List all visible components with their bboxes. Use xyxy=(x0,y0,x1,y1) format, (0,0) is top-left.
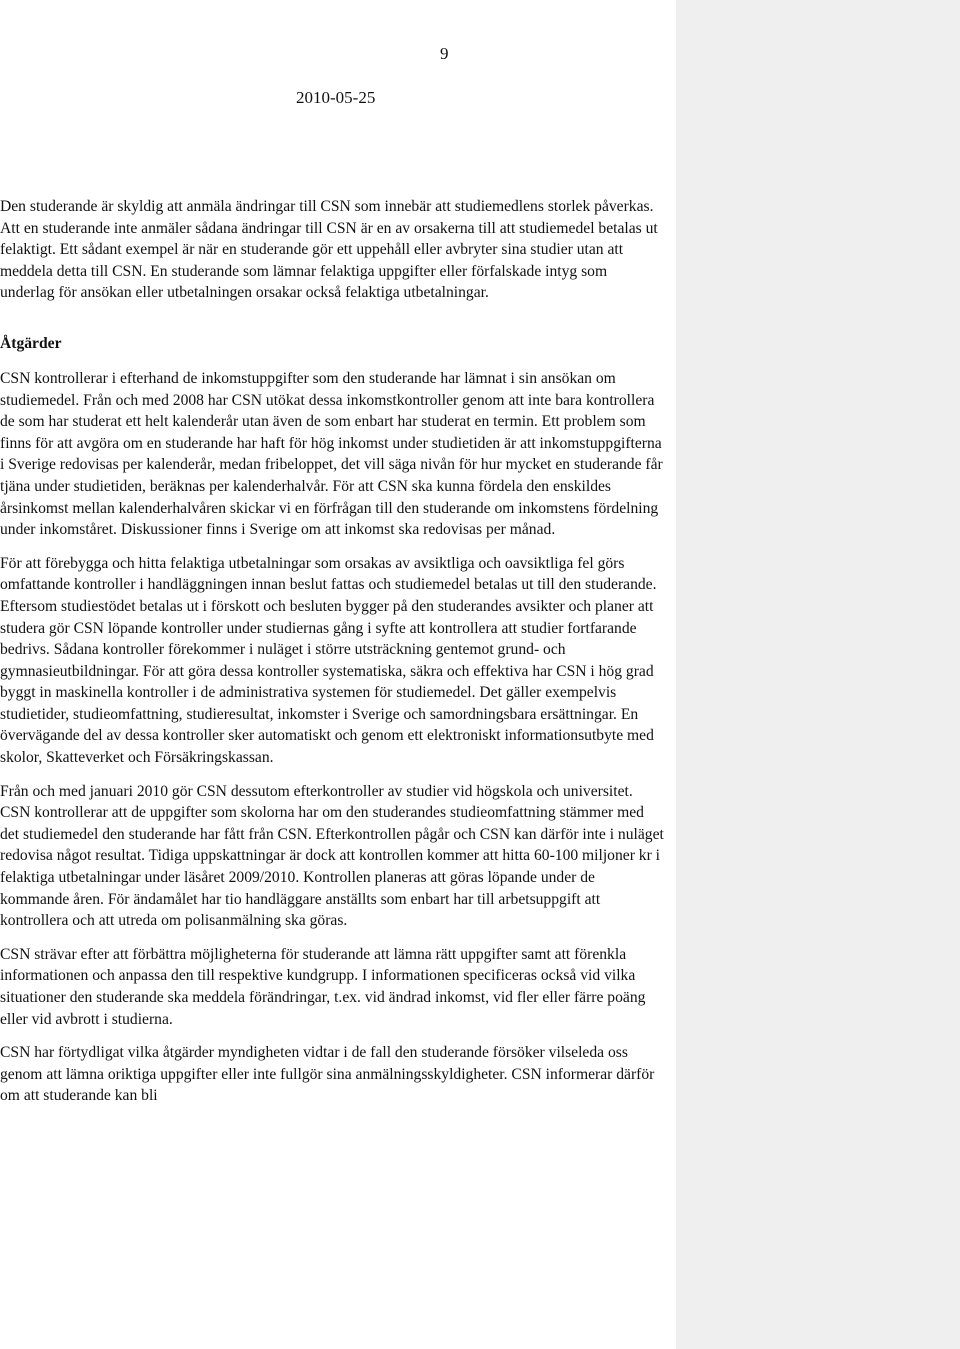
paragraph: CSN kontrollerar i efterhand de inkomstuppgifter som den studerande har lämnat i sin ansökan om studiemedel. Från och med 2008 har CSN utökat dessa inkomstkontroller genom att inte bara kontrollera de som har studerat ett helt kalenderår utan även de som enbart har studerat en termin. Ett problem som finns för att avgöra om en studerande har haft för hög inkomst under studietiden är att inkomstuppgifterna i Sverige redovisas per kalenderår, medan fribeloppet, det vill säga nivån för hur mycket en studerande får tjäna under studietiden, beräknas per kalenderhalvår. För att CSN ska kunna fördela den enskildes årsinkomst mellan kalenderhalvåren skickar vi en förfrågan till den studerande om inkomstens fördelning under inkomståret. Diskussioner finns i Sverige om att inkomst ska redovisas per månad. xyxy=(0,369,663,539)
page-number: 9 xyxy=(440,44,449,63)
paragraph: För att förebygga och hitta felaktiga utbetalningar som orsakas av avsiktliga och oavsiktliga fel görs omfattande kontroller i handläggningen innan beslut fattas och studiemedel betalas ut till den studerande. Eftersom studiestödet betalas ut i förskott och besluten bygger på den studerandes avsikter och planer att studera gör CSN löpande kontroller under studiernas gång i syfte att kontrollera att studier fortfarande bedrivs. Sådana kontroller förekommer i nuläget i större utsträckning gentemot grund- och gymnasieutbildningar. För att göra dessa kontroller systematiska, säkra och effektiva har CSN i hög grad byggt in maskinella kontroller i de administrativa systemen för studiemedel. Det gäller exempelvis studietider, studieomfattning, studieresultat, inkomster i Sverige och samordningsbara ersättningar. En övervägande del av dessa kontroller sker automatiskt och genom ett elektroniskt informationsutbyte med skolor, Skatteverket och Försäkringskassan. xyxy=(0,554,657,767)
comment-margin xyxy=(676,0,960,1349)
paragraph: CSN strävar efter att förbättra möjligheterna för studerande att lämna rätt uppgifter samt att förenkla informationen och anpassa den till respektive kundgrupp. I informationen specificeras också vid vilka situationer den studerande ska meddela förändringar, t.ex. vid ändrad inkomst, vid fler eller färre poäng eller vid avbrott i studierna. xyxy=(0,945,646,1028)
intro-paragraph: Den studerande är skyldig att anmäla ändringar till CSN som innebär att studiemedlens storlek påverkas. Att en studerande inte anmäler sådana ändringar till CSN är en av orsakerna till att studiemedel betalas ut felaktigt. Ett sådant exempel är när en studerande gör ett uppehåll eller avbryter sina studier utan att meddela detta till CSN. En studerande som lämnar felaktiga uppgifter eller förfalskade intyg som underlag för ansökan eller utbetalningen orsakar också felaktiga utbetalningar. xyxy=(0,198,658,302)
document-body xyxy=(0,196,664,1119)
section-heading: Åtgärder xyxy=(0,334,62,352)
page-date: 2010-05-25 xyxy=(296,88,376,107)
paragraph: Från och med januari 2010 gör CSN dessutom efterkontroller av studier vid högskola och universitet. CSN kontrollerar att de uppgifter som skolorna har om den studerandes studieomfattning stämmer med det studiemedel den studerande har fått från CSN. Efterkontrollen pågår och CSN kan därför inte i nuläget redovisa något resultat. Tidiga uppskattningar är dock att kontrollen kommer att hitta 60-100 miljoner kr i felaktiga utbetalningar under läsåret 2009/2010. Kontrollen planeras att göras löpande under de kommande åren. För ändamålet har tio handläggare anställts som enbart har till arbetsuppgift att kontrollera och att utreda om polisanmälning ska göras. xyxy=(0,782,664,930)
paragraph: CSN har förtydligat vilka åtgärder myndigheten vidtar i de fall den studerande försöker vilseleda oss genom att lämna oriktiga uppgifter eller inte fullgör sina anmälningsskyldigheter. CSN informerar därför om att studerande kan bli xyxy=(0,1044,655,1105)
